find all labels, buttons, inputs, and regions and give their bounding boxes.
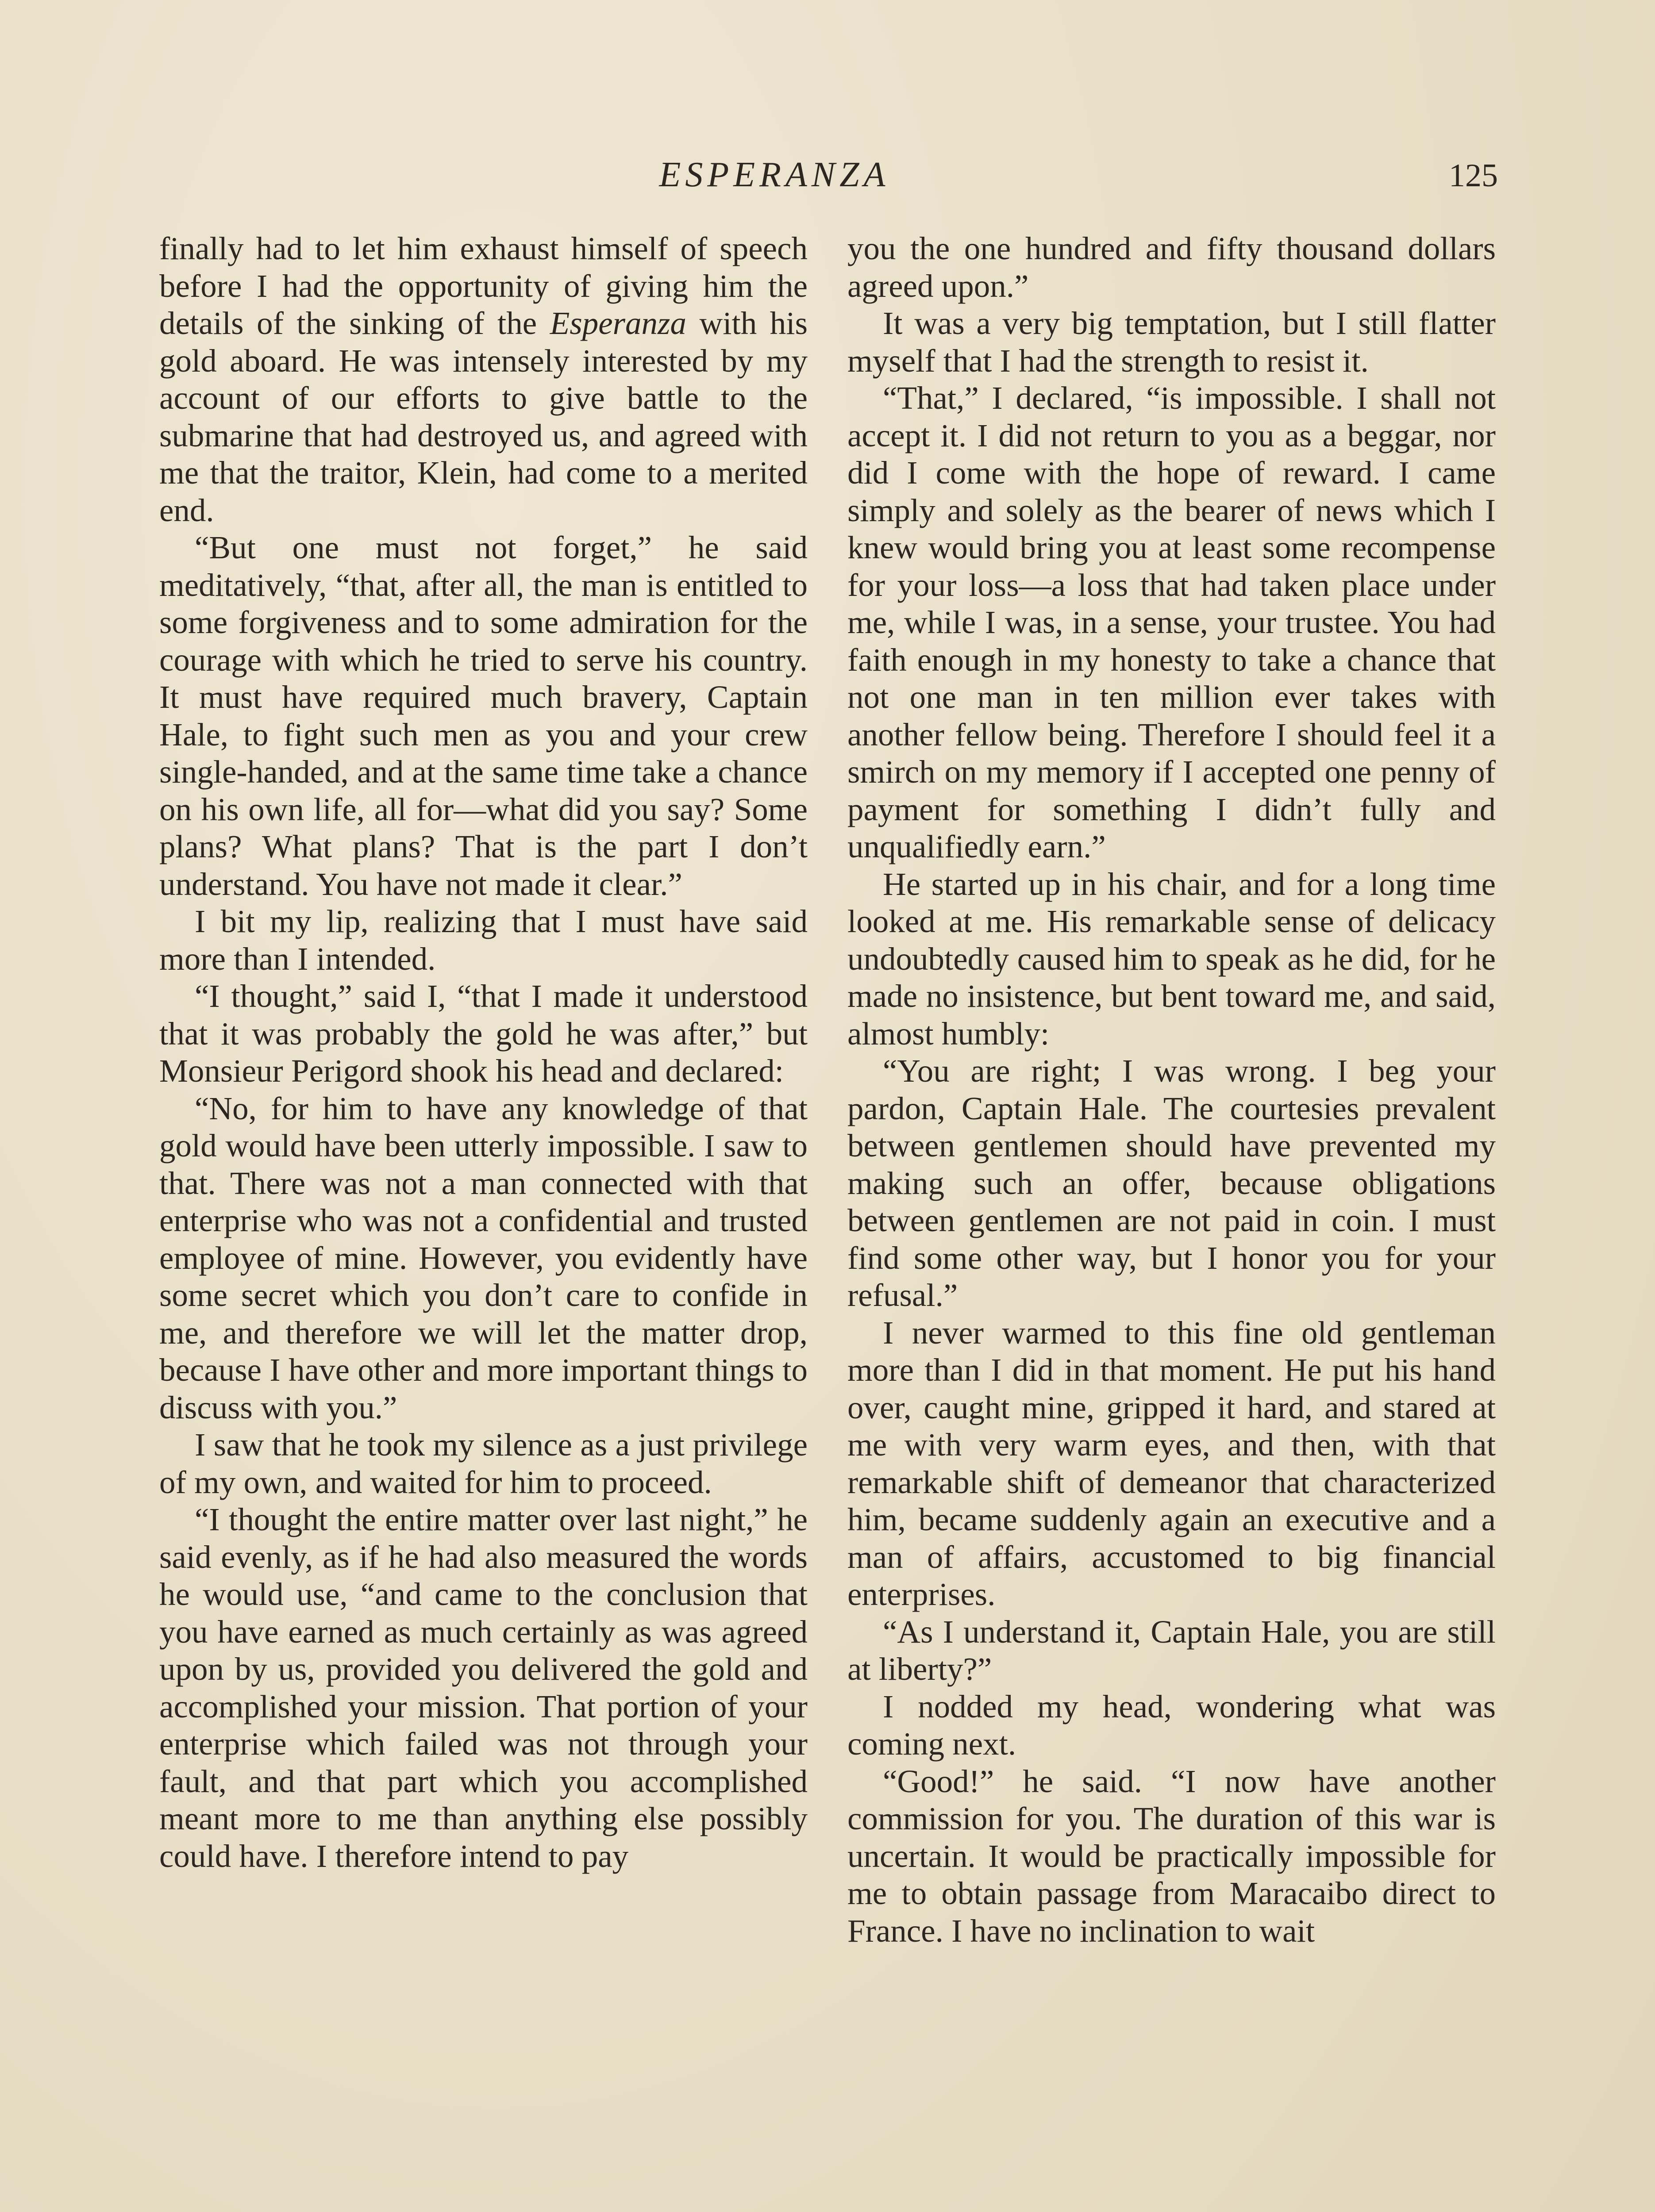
paragraph: you the one hundred and fifty thousand dollars agreed upon.” (847, 230, 1496, 304)
left-column (159, 230, 808, 1875)
right-column (847, 230, 1496, 1950)
paragraph: “I thought,” said I, “that I made it understood that it was probably the gold he was after,” but Monsieur Perigord shook his head and declared: (159, 978, 808, 1089)
paragraph: “That,” I declared, “is impossible. I shall not accept it. I did not return to you as a beggar, nor did I come with the hope of reward. I came simply and solely as the bearer of news which I knew would bring you at least some recompense for your loss—a loss that had taken place under me, while I was, in a sense, your trustee. You had faith enough in my honesty to take a chance that not one man in ten million ever takes with another fellow being. Therefore I should feel it a smirch on my memory if I accepted one penny of payment for something I didn’t fully and unqualifiedly earn.” (847, 380, 1496, 864)
paragraph: “You are right; I was wrong. I beg your pardon, Captain Hale. The courtesies prevalent between gentlemen should have prevented my making such an offer, because obligations between gentlemen are not paid in coin. I must find some other way, but I honor you for your refusal.” (847, 1053, 1496, 1313)
paragraph: “No, for him to have any knowledge of that gold would have been utterly impossible. I saw to that. There was not a man connected with that enterprise who was not a confidential and trusted employee of mine. However, you evidently have some secret which you don’t care to confide in me, and therefore we will let the matter drop, because I have other and more important things to discuss with you.” (159, 1090, 808, 1425)
running-title: ESPERANZA (659, 155, 890, 194)
paragraph: It was a very big temptation, but I still flatter myself that I had the strength to resist it. (847, 305, 1496, 379)
paragraph: I bit my lip, realizing that I must have said more than I intended. (159, 903, 808, 977)
paragraph: “As I understand it, Captain Hale, you are still at liberty?” (847, 1613, 1496, 1687)
paragraph: I never warmed to this fine old gentleman more than I did in that moment. He put his hand over, caught mine, gripped it hard, and stared at me with very warm eyes, and then, with that remarkable shift of demeanor that characterized him, became suddenly again an executive and a man of affairs, accustomed to big financial enterprises. (847, 1314, 1496, 1612)
paragraph (159, 230, 808, 529)
paragraph: I saw that he took my silence as a just privilege of my own, and waited for him to proceed. (159, 1427, 808, 1500)
paragraph: He started up in his chair, and for a long time looked at me. His remarkable sense of delicacy undoubtedly caused him to speak as he did, for he made no insistence, but bent toward me, and said, almost humbly: (847, 866, 1496, 1052)
paragraph: “But one must not forget,” he said meditatively, “that, after all, the man is entitled to some forgiveness and to some admiration for the courage with which he tried to serve his country. It must have required much bravery, Captain Hale, to fight such men as you and your crew single-handed, and at the same time take a chance on his own life, all for—what did you say? Some plans? What plans? That is the part I don’t understand. You have not made it clear.” (159, 530, 808, 902)
ship-name: Esperanza (550, 305, 686, 341)
paragraph: I nodded my head, wondering what was coming next. (847, 1688, 1496, 1762)
text-span: finally had to let him exhaust himself of speech before I had the opportunity of giving him the details of the sinking of the (159, 230, 808, 341)
paragraph: “I thought the entire matter over last night,” he said evenly, as if he had also measured the words he would use, “and came to the conclusion that you have earned as much certainly as was agreed upon by us, provided you delivered the gold and accomplished your mission. That portion of your enterprise which failed was not through your fault, and that part which you accomplished meant more to me than anything else possibly could have. I therefore intend to pay (159, 1502, 808, 1874)
page-number: 125 (1449, 157, 1498, 194)
text-span: with his gold aboard. He was intensely interested by my account of our efforts to give battle to the submarine that had destroyed us, and agreed with me that the traitor, Klein, had come to a merited end. (159, 305, 808, 528)
paragraph: “Good!” he said. “I now have another commission for you. The duration of this war is uncertain. It would be practically impossible for me to obtain passage from Maracaibo direct to France. I have no inclination to wait (847, 1763, 1496, 1949)
